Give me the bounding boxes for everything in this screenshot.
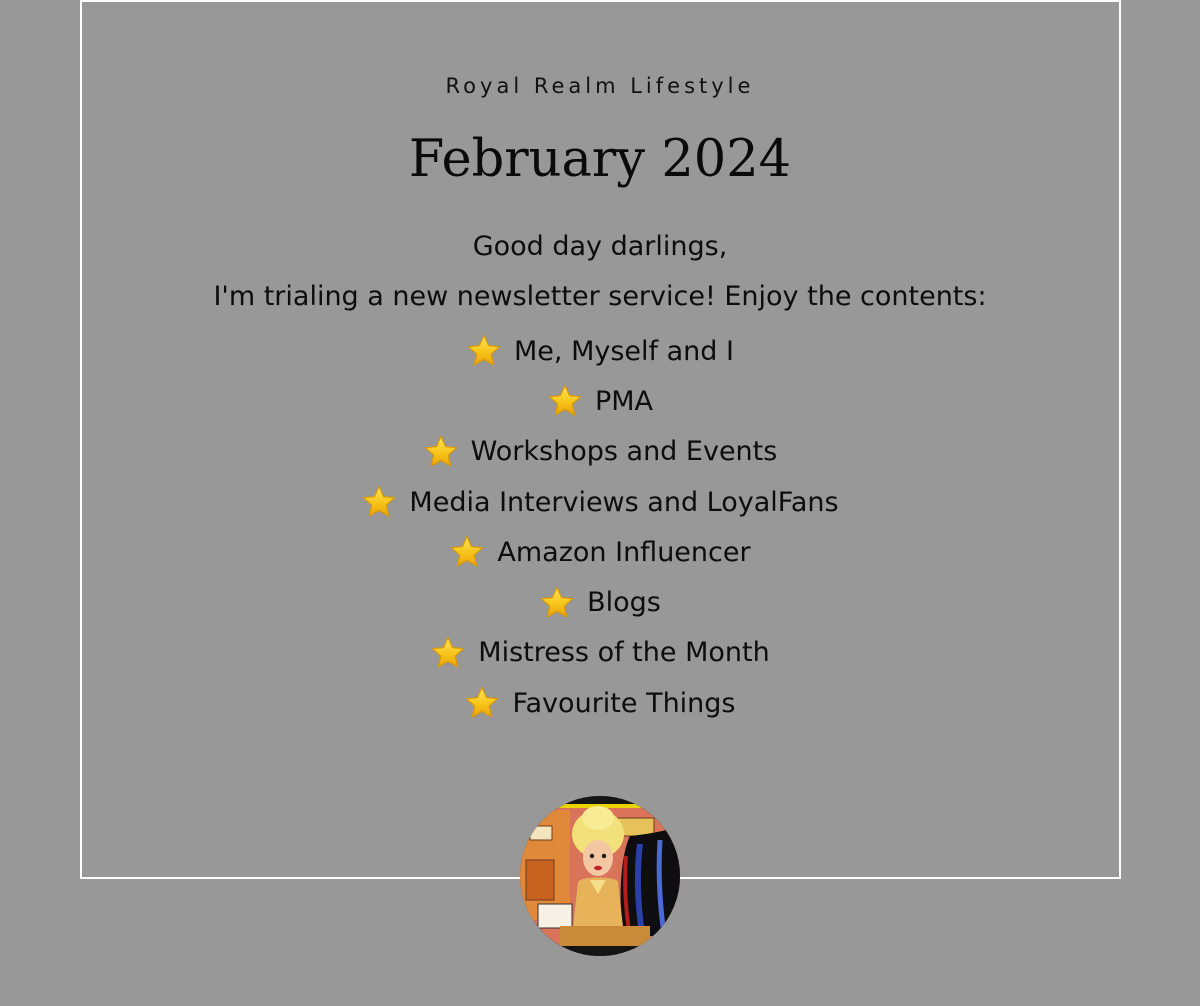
star-icon	[547, 383, 583, 419]
intro-text: I'm trialing a new newsletter service! Enjoy the contents:	[213, 281, 987, 312]
contents-item-me-myself-and-i	[0, 326, 1200, 376]
avatar	[520, 796, 680, 956]
star-icon	[430, 635, 466, 671]
contents-item-label: PMA	[594, 385, 654, 417]
star-icon	[464, 685, 500, 721]
contents-item-mistress-of-the-month	[0, 628, 1200, 678]
contents-item-blogs	[0, 577, 1200, 627]
star-icon	[423, 434, 459, 470]
contents-item-label: Me, Myself and I	[514, 335, 734, 367]
contents-item-label: Blogs	[587, 587, 661, 619]
contents-item-label: Mistress of the Month	[478, 637, 770, 669]
contents-item-label: Media Interviews and LoyalFans	[409, 486, 839, 518]
contents-item-label: Favourite Things	[512, 687, 736, 719]
contents-item-label: Amazon Influencer	[497, 536, 751, 568]
star-icon	[449, 534, 485, 570]
contents-item-media-interviews	[0, 477, 1200, 527]
avatar-illustration	[520, 796, 680, 956]
contents-item-amazon-influencer	[0, 527, 1200, 577]
greeting-text: Good day darlings,	[472, 231, 728, 262]
contents-item-favourite-things	[0, 678, 1200, 728]
newsletter-title: February 2024	[408, 130, 792, 189]
brand-name: Royal Realm Lifestyle	[445, 74, 755, 98]
star-icon	[361, 484, 397, 520]
contents-item-pma	[0, 376, 1200, 426]
contents-list	[0, 326, 1200, 728]
star-icon	[466, 333, 502, 369]
contents-item-label: Workshops and Events	[470, 436, 778, 468]
contents-item-workshops-and-events	[0, 427, 1200, 477]
star-icon	[539, 585, 575, 621]
